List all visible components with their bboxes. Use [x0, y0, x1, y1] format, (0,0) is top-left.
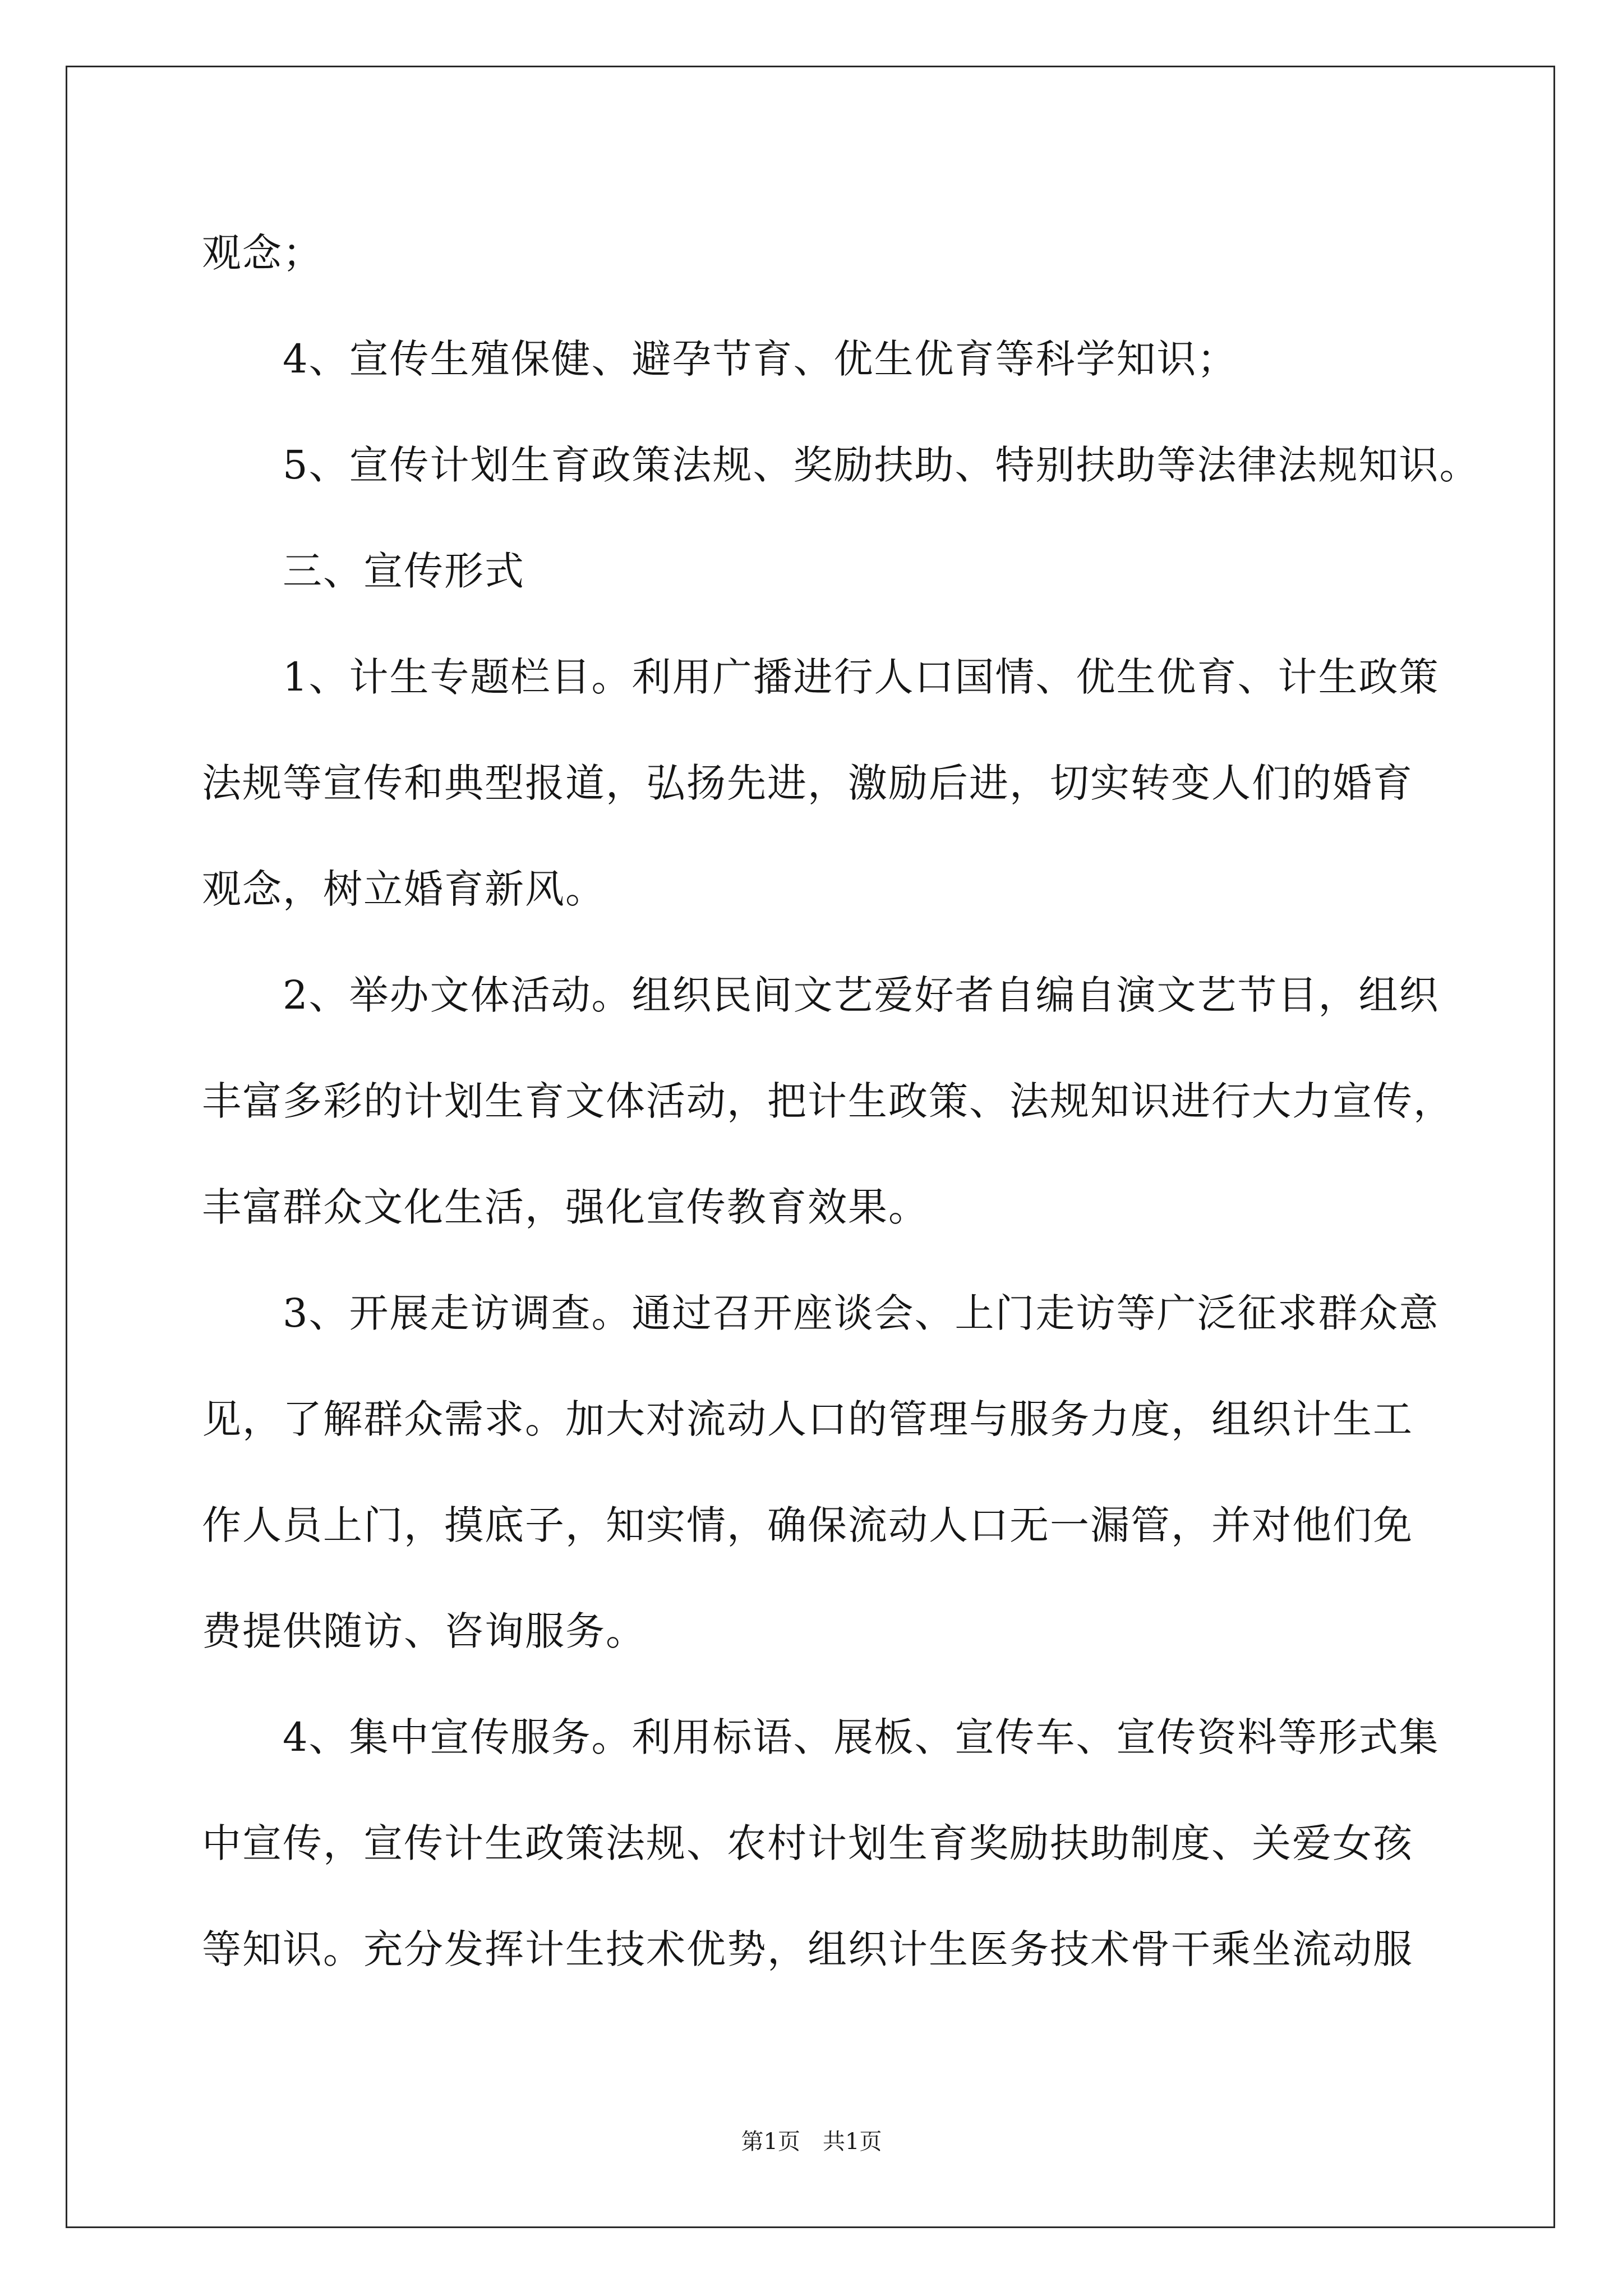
page-footer: 第1页 共1页: [741, 2129, 882, 2155]
list-item-4: [202, 306, 1537, 412]
list-item-5: [202, 412, 1537, 518]
body-line: 作人员上门，摸底子，知实情，确保流动人口无一漏管，并对他们免: [202, 1502, 1413, 1548]
paragraph-item-1: [202, 624, 1537, 942]
body-line: 观念；: [202, 230, 323, 276]
body-line: 等知识。充分发挥计生技术优势，组织计生医务技术骨干乘坐流动服: [202, 1926, 1413, 1972]
body-line: 法规等宣传和典型报道，弘扬先进，激励后进，切实转变人们的婚育: [202, 760, 1413, 806]
section-heading: [202, 518, 1537, 624]
body-line: 见，了解群众需求。加大对流动人口的管理与服务力度，组织计生工: [202, 1396, 1413, 1442]
body-line: 丰富群众文化生活，强化宣传教育效果。: [202, 1184, 929, 1230]
body-line: 5、宣传计划生育政策法规、奖励扶助、特别扶助等法律法规知识。: [283, 442, 1480, 488]
body-line: 中宣传，宣传计生政策法规、农村计划生育奖励扶助制度、关爱女孩: [202, 1820, 1413, 1866]
body-line: 3、开展走访调查。通过召开座谈会、上门走访等广泛征求群众意: [283, 1290, 1440, 1336]
paragraph-continuation: [202, 200, 1537, 306]
paragraph-item-4: [202, 1685, 1537, 2003]
body-line: 丰富多彩的计划生育文体活动，把计生政策、法规知识进行大力宣传，: [202, 1078, 1454, 1124]
paragraph-item-3: [202, 1260, 1537, 1685]
body-line: 4、集中宣传服务。利用标语、展板、宣传车、宣传资料等形式集: [283, 1714, 1440, 1760]
body-line: 费提供随访、咨询服务。: [202, 1608, 646, 1654]
body-line: 2、举办文体活动。组织民间文艺爱好者自编自演文艺节目，组织: [283, 972, 1440, 1018]
body-line: 1、计生专题栏目。利用广播进行人口国情、优生优育、计生政策: [283, 654, 1440, 700]
section-heading-text: 三、宣传形式: [283, 548, 525, 594]
paragraph-item-2: [202, 942, 1537, 1260]
document-body: [202, 200, 1537, 2003]
body-line: 4、宣传生殖保健、避孕节育、优生优育等科学知识；: [283, 336, 1238, 382]
body-line: 观念，树立婚育新风。: [202, 866, 606, 912]
